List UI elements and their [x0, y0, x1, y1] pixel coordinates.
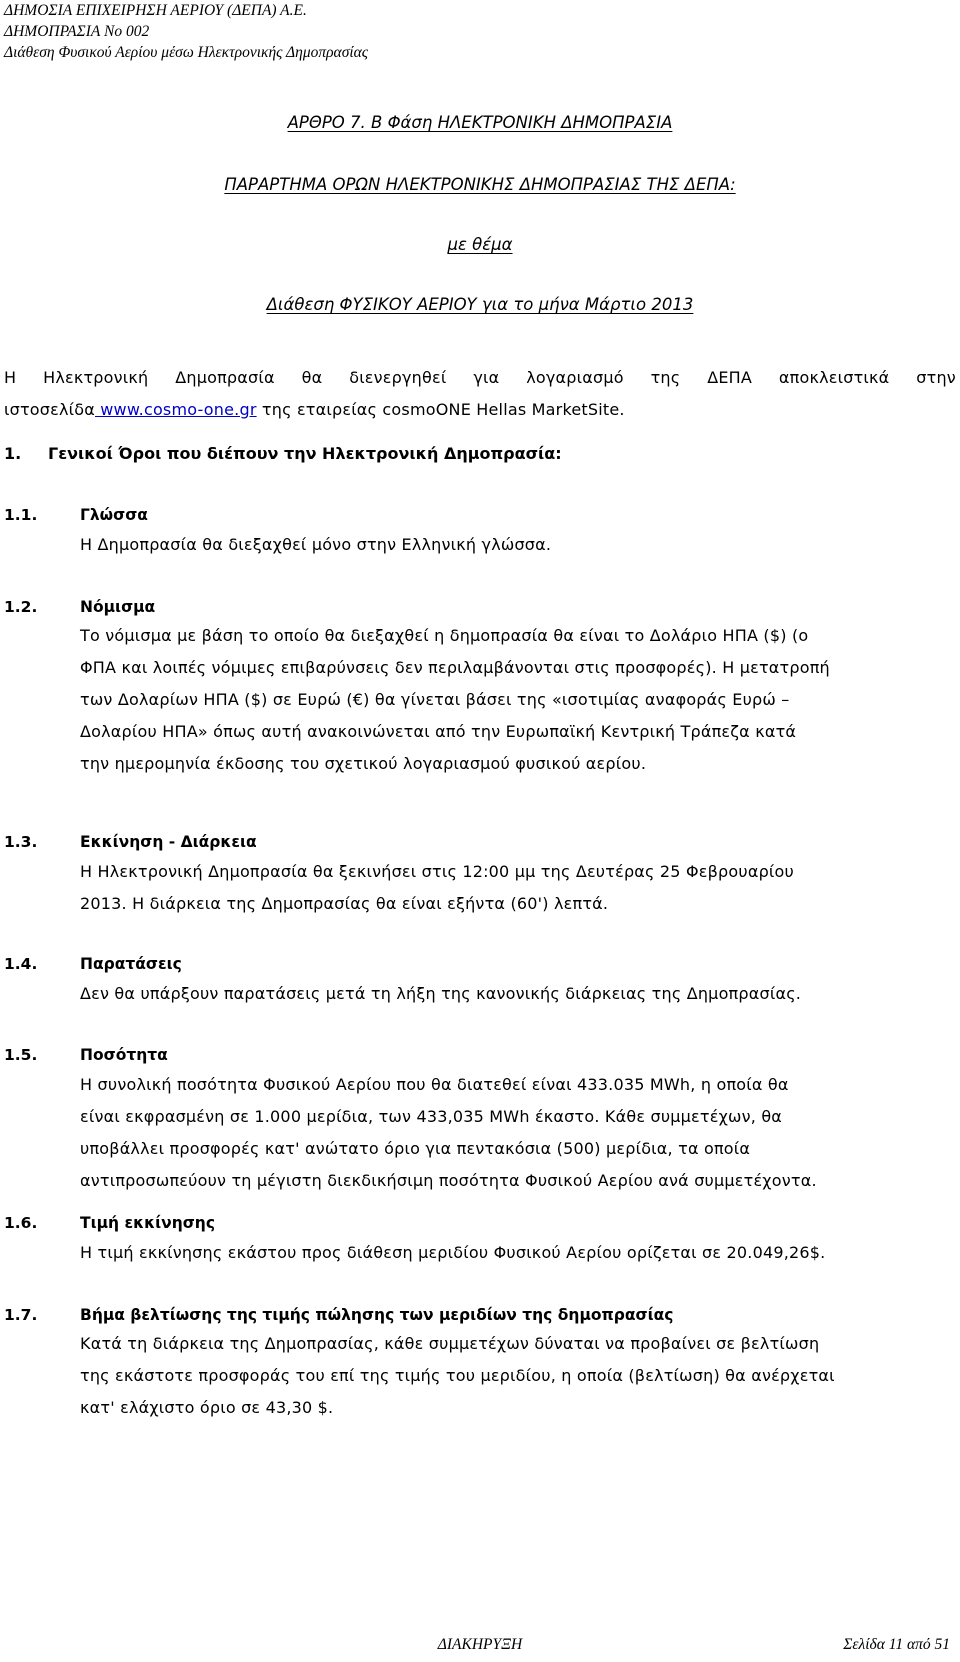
text-line: είναι εκφρασμένη σε 1.000 μερίδια, των 433,035 MWh έκαστο. Κάθε συμμετέχων, θα	[80, 1107, 783, 1126]
subsection-1-7-text	[80, 1328, 956, 1424]
subsection-1-3-text	[80, 856, 956, 920]
header-line-2: ΔΗΜΟΠΡΑΣΙΑ Νο 002	[4, 23, 150, 40]
text-line: Δολαρίου ΗΠΑ» όπως αυτή ανακοινώνεται από την Ευρωπαϊκή Κεντρική Τράπεζα κατά	[80, 722, 797, 741]
intro-word: ΔΕΠΑ	[707, 368, 753, 387]
text-line: Δεν θα υπάρξουν παρατάσεις μετά τη λήξη της κανονικής διάρκειας της Δημοπρασίας.	[80, 984, 802, 1003]
subsection-1-5-title: Ποσότητα	[80, 1046, 168, 1064]
intro-word: αποκλειστικά	[778, 368, 890, 387]
text-line: την ημερομηνία έκδοσης του σχετικού λογαριασμού φυσικού αερίου.	[80, 754, 647, 773]
text-line: ΦΠΑ και λοιπές νόμιμες επιβαρύνσεις δεν περιλαμβάνονται στις προσφορές). Η μετατροπή	[80, 658, 830, 677]
subsection-1-7-title: Βήμα βελτίωσης της τιμής πώλησης των μεριδίων της δημοπρασίας	[80, 1306, 674, 1324]
header-line-3: Διάθεση Φυσικού Αερίου μέσω Ηλεκτρονικής Δημοπρασίας	[4, 44, 369, 61]
subsection-1-6-text	[80, 1237, 956, 1269]
intro-word: διενεργηθεί	[349, 368, 447, 387]
text-line: Κατά τη διάρκεια της Δημοπρασίας, κάθε συμμετέχων δύναται να προβαίνει σε βελτίωση	[80, 1334, 820, 1353]
subsection-1-3-title: Εκκίνηση - Διάρκεια	[80, 833, 257, 851]
intro-prefix: ιστοσελίδα	[4, 400, 95, 419]
intro-word: για	[473, 368, 500, 387]
subsection-1-4-number: 1.4.	[4, 955, 38, 973]
text-line: αντιπροσωπεύουν τη μέγιστη διεκδικήσιμη ποσότητα Φυσικού Αερίου ανά συμμετέχοντα.	[80, 1171, 817, 1190]
subsection-1-4-title: Παρατάσεις	[80, 955, 182, 973]
subsection-1-1-title: Γλώσσα	[80, 506, 148, 524]
intro-word: θα	[301, 368, 323, 387]
running-header	[4, 0, 504, 63]
subsection-1-1-number: 1.1.	[4, 506, 38, 524]
text-line: Η συνολική ποσότητα Φυσικού Αερίου που θα διατεθεί είναι 433.035 MWh, η οποία θα	[80, 1075, 789, 1094]
article-heading: ΑΡΘΡΟ 7. Β Φάση ΗΛΕΚΤΡΟΝΙΚΗ ΔΗΜΟΠΡΑΣΙΑ	[287, 113, 673, 132]
intro-line-1	[4, 362, 956, 394]
text-line: των Δολαρίων ΗΠΑ ($) σε Ευρώ (€) θα γίνεται βάσει της «ισοτιμίας αναφοράς Ευρώ –	[80, 690, 790, 709]
subsection-1-3-number: 1.3.	[4, 833, 38, 851]
text-line: Η Δημοπρασία θα διεξαχθεί μόνο στην Ελληνική γλώσσα.	[80, 535, 552, 554]
text-line: Η Ηλεκτρονική Δημοπρασία θα ξεκινήσει στις 12:00 μμ της Δευτέρας 25 Φεβρουαρίου	[80, 862, 794, 881]
annex-heading: ΠΑΡΑΡΤΗΜΑ ΟΡΩΝ ΗΛΕΚΤΡΟΝΙΚΗΣ ΔΗΜΟΠΡΑΣΙΑΣ ΤΗΣ ΔΕΠΑ:	[224, 175, 736, 194]
subsection-1-2-number: 1.2.	[4, 598, 38, 616]
subsection-1-5-text	[80, 1069, 956, 1197]
intro-word: λογαριασμό	[526, 368, 624, 387]
text-line: υποβάλλει προσφορές κατ' ανώτατο όριο για πεντακόσια (500) μερίδια, τα οποία	[80, 1139, 751, 1158]
section-1-title: Γενικοί Όροι που διέπουν την Ηλεκτρονική Δημοπρασία:	[48, 444, 562, 463]
text-line: της εκάστοτε προσφοράς του επί της τιμής του μεριδίου, η οποία (βελτίωση) θα ανέρχεται	[80, 1366, 835, 1385]
intro-line-2	[4, 394, 956, 426]
subsection-1-6-title: Τιμή εκκίνησης	[80, 1214, 216, 1232]
subsection-1-2-text	[80, 620, 956, 780]
text-line: 2013. Η διάρκεια της Δημοπρασίας θα είναι εξήντα (60') λεπτά.	[80, 894, 609, 913]
text-line: Η τιμή εκκίνησης εκάστου προς διάθεση μεριδίου Φυσικού Αερίου ορίζεται σε 20.049,26$.	[80, 1243, 826, 1262]
footer-title: ΔΙΑΚΗΡΥΞΗ	[437, 1636, 523, 1653]
intro-suffix: της εταιρείας cosmoONE Hellas MarketSite.	[256, 400, 625, 419]
subsection-1-6-number: 1.6.	[4, 1214, 38, 1232]
header-line-1: ΔΗΜΟΣΙΑ ΕΠΙΧΕΙΡΗΣΗ ΑΕΡΙΟΥ (ΔΕΠΑ) Α.Ε.	[4, 2, 307, 19]
subsection-1-7-number: 1.7.	[4, 1306, 38, 1324]
intro-paragraph	[4, 362, 956, 426]
subsection-1-5-number: 1.5.	[4, 1046, 38, 1064]
section-1-number: 1.	[4, 444, 22, 463]
subject-label: με θέμα	[447, 235, 513, 254]
subsection-1-1-text	[80, 529, 956, 561]
intro-word: Δημοπρασία	[175, 368, 275, 387]
subsection-1-2-title: Νόμισμα	[80, 598, 156, 616]
intro-word: Ηλεκτρονική	[43, 368, 149, 387]
subject-heading: Διάθεση ΦΥΣΙΚΟΥ ΑΕΡΙΟΥ για το μήνα Μάρτιο 2013	[266, 295, 694, 314]
subsection-1-4-text	[80, 978, 956, 1010]
text-line: Το νόμισμα με βάση το οποίο θα διεξαχθεί η δημοπρασία θα είναι το Δολάριο ΗΠΑ ($) (ο	[80, 626, 809, 645]
intro-word: Η	[4, 368, 17, 387]
intro-word: της	[650, 368, 681, 387]
cosmo-one-link[interactable]: www.cosmo-one.gr	[94, 400, 257, 419]
intro-word: στην	[916, 368, 956, 387]
page-number: Σελίδα 11 από 51	[843, 1636, 950, 1653]
text-line: κατ' ελάχιστο όριο σε 43,30 $.	[80, 1398, 334, 1417]
